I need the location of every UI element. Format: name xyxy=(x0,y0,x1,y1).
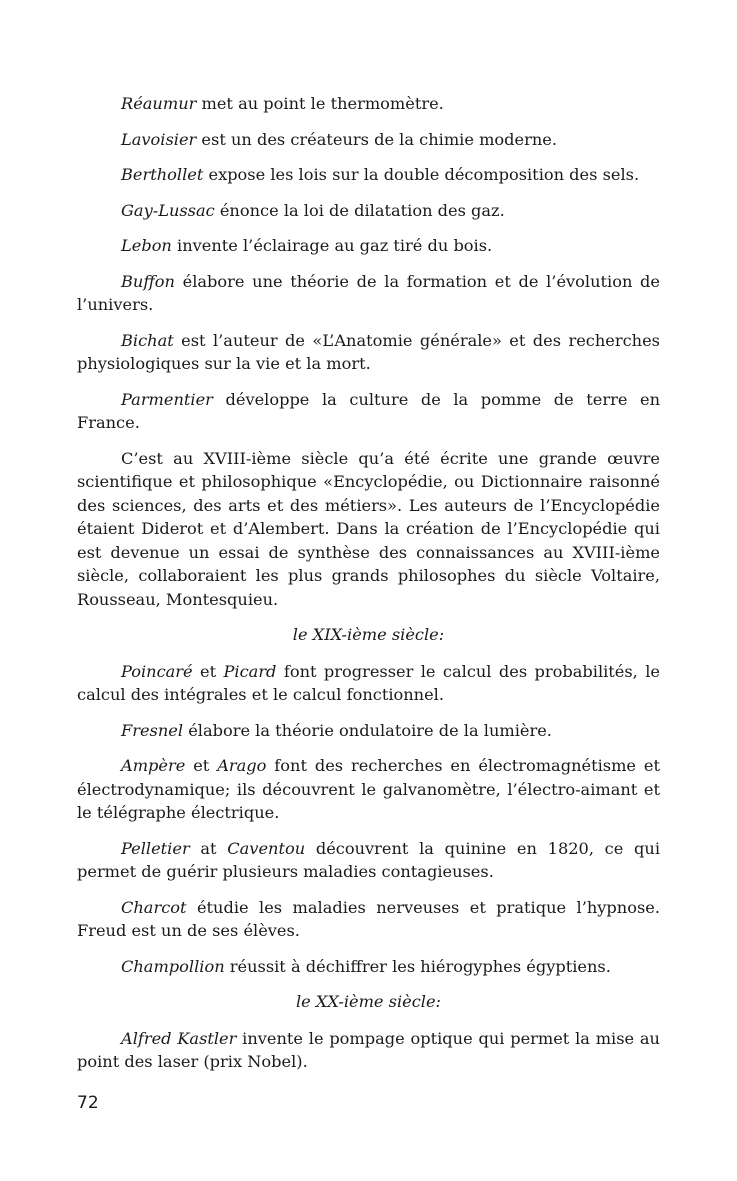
entry-text: met au point le thermomètre. xyxy=(196,94,444,113)
scientist-name: Berthollet xyxy=(121,165,204,184)
entry-text: expose les lois sur la double décomposition des sels. xyxy=(203,165,640,184)
entry-paragraph xyxy=(77,92,660,116)
entry-paragraph xyxy=(77,719,660,743)
scientist-entry xyxy=(77,92,660,116)
scientist-name: Alfred Kastler xyxy=(121,1028,237,1048)
scientist-name: Fresnel xyxy=(121,720,184,740)
scientist-name: Parmentier xyxy=(121,389,213,409)
twentieth-century-entries xyxy=(77,1027,660,1074)
entry-paragraph xyxy=(77,234,660,258)
scientist-name: Pelletier xyxy=(121,838,190,858)
entry-text: développe la culture de la pomme de terre en France. xyxy=(77,389,660,432)
encyclopedia-paragraph xyxy=(77,447,660,612)
scientist-name: Gay-Lussac xyxy=(121,200,215,220)
scientist-entry xyxy=(77,719,660,743)
entry-text: est un des créateurs de la chimie moderne. xyxy=(196,129,557,149)
entry-paragraph xyxy=(77,896,660,943)
scientist-name: Charcot xyxy=(121,897,187,917)
scientist-name: Lavoisier xyxy=(121,129,197,149)
scientist-entry xyxy=(77,128,660,152)
nineteenth-century-entries xyxy=(77,660,660,979)
entry-paragraph xyxy=(77,199,660,223)
scientist-entry xyxy=(77,754,660,825)
page-number: 72 xyxy=(77,1093,99,1113)
entry-paragraph xyxy=(77,329,660,376)
scientist-entry xyxy=(77,955,660,979)
scientist-name: Champollion xyxy=(121,956,225,976)
entry-paragraph xyxy=(77,660,660,707)
entry-paragraph xyxy=(77,270,660,317)
entry-paragraph xyxy=(77,754,660,825)
scientist-entry xyxy=(77,660,660,707)
entry-paragraph xyxy=(77,1027,660,1074)
entry-text: invente l’éclairage au gaz tiré du bois. xyxy=(171,236,493,255)
name-joiner: at xyxy=(189,838,228,858)
scientist-entry xyxy=(77,837,660,884)
name-joiner: et xyxy=(192,661,224,681)
name-joiner: et xyxy=(185,756,218,775)
scientist-name: Poincaré xyxy=(121,661,193,681)
entry-text: élabore la théorie ondulatoire de la lumière. xyxy=(183,720,552,740)
entry-paragraph xyxy=(77,837,660,884)
scientist-name: Bichat xyxy=(121,330,174,350)
scientist-name: Picard xyxy=(223,661,277,681)
entry-paragraph xyxy=(77,955,660,979)
scientist-entry xyxy=(77,329,660,376)
section-title-20th-century: le XX-ième siècle: xyxy=(295,992,441,1011)
scientist-name: Ampère xyxy=(121,756,186,775)
scientist-name: Lebon xyxy=(121,236,172,255)
entry-text: font progresser le calcul des probabilités, le calcul des intégrales et le calcul fonctionnel. xyxy=(77,661,660,704)
entry-paragraph xyxy=(77,128,660,152)
entry-text: réussit à déchiffrer les hiérogyphes égyptiens. xyxy=(224,956,611,976)
entry-text: élabore une théorie de la formation et de l’évolution de l’univers. xyxy=(77,271,660,314)
entry-text: est l’auteur de «L’Anatomie générale» et des recherches physiologiques sur la vie et la mort. xyxy=(77,330,660,373)
scientist-entry xyxy=(77,270,660,317)
entry-paragraph xyxy=(77,388,660,435)
scientist-name: Buffon xyxy=(121,271,175,291)
eighteenth-century-entries xyxy=(77,92,660,435)
entry-text: étudie les maladies nerveuses et pratique l’hypnose. Freud est un de ses élèves. xyxy=(77,897,660,940)
entry-text: énonce la loi de dilatation des gaz. xyxy=(214,200,505,220)
entry-paragraph xyxy=(77,163,660,187)
entry-text: font des recherches en électromagnétisme et électrodynamique; ils découvrent le galvanomètre, l’électro-aimant et le télégraphe électrique. xyxy=(77,756,660,822)
scientist-entry xyxy=(77,896,660,943)
scientist-name: Caventou xyxy=(227,838,306,858)
entry-text: invente le pompage optique qui permet la mise au point des laser (prix Nobel). xyxy=(77,1028,660,1071)
scientist-entry xyxy=(77,1027,660,1074)
section-title-19th-century: le XIX-ième siècle: xyxy=(292,625,445,644)
scientist-name: Réaumur xyxy=(121,94,197,113)
scientist-entry xyxy=(77,199,660,223)
encyclopedia-text: C’est au XVIII-ième siècle qu’a été écrite une grande œuvre scientifique et philosophique «Encyclopédie, ou Dictionnaire raisonné des sciences, des arts et des métiers». Les auteurs de l’Encyclopédie étaient Diderot et d’Alembert. Dans la création de l’Encyclopédie qui est devenue un essai de synthèse des connaissances au XVIII-ième siècle, collaboraient les plus grands philosophes du siècle Voltaire, Rousseau, Montesquieu. xyxy=(77,448,660,609)
entry-text: découvrent la quinine en 1820, ce qui permet de guérir plusieurs maladies contagieuses. xyxy=(77,838,661,881)
scientist-entry xyxy=(77,234,660,258)
scientist-entry xyxy=(77,163,660,187)
scientist-entry xyxy=(77,388,660,435)
scientist-name: Arago xyxy=(217,756,267,775)
